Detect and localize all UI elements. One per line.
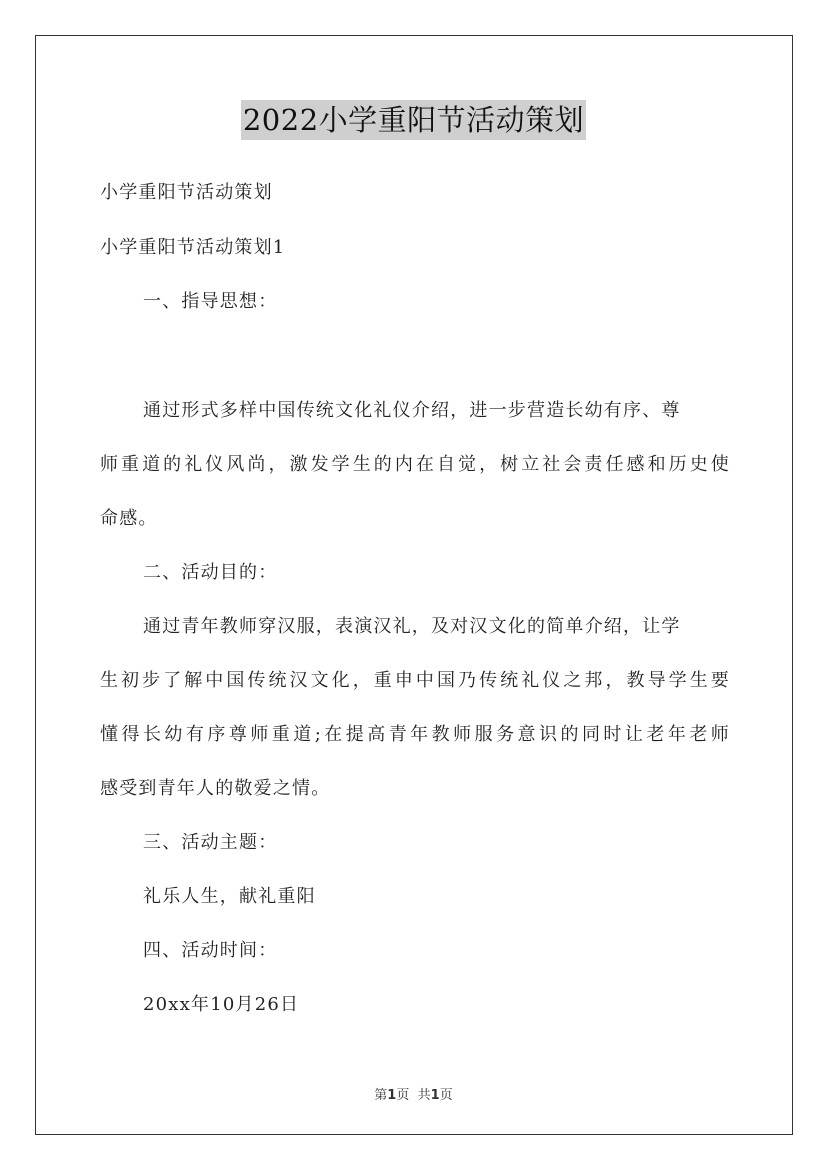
section2-paragraph-line: 感受到青年人的敬爱之情。	[100, 778, 331, 799]
subtitle: 小学重阳节活动策划	[100, 182, 273, 203]
subtitle-1: 小学重阳节活动策划1	[100, 237, 286, 258]
section1-paragraph-line: 命感。	[100, 508, 158, 529]
section1-paragraph-line: 师重道的礼仪风尚，激发学生的内在自觉，树立社会责任感和历史使	[100, 454, 730, 475]
footer-page-prefix: 第	[374, 1088, 388, 1103]
section1-paragraph-line: 通过形式多样中国传统文化礼仪介绍，进一步营造长幼有序、尊	[143, 400, 681, 421]
section4-heading: 四、活动时间：	[143, 940, 278, 961]
document-title: 2022小学重阳节活动策划	[241, 100, 586, 140]
section2-paragraph-line: 通过青年教师穿汉服，表演汉礼，及对汉文化的简单介绍，让学	[143, 616, 681, 637]
footer-total-suffix: 页	[439, 1088, 453, 1103]
footer-total-number: 1	[430, 1088, 440, 1103]
section4-body: 20xx年10月26日	[143, 994, 300, 1015]
section3-body: 礼乐人生，献礼重阳	[143, 886, 316, 907]
footer-page-number: 1	[387, 1088, 397, 1103]
section2-paragraph-line: 生初步了解中国传统汉文化，重申中国乃传统礼仪之邦，教导学生要	[100, 670, 730, 691]
document-title-container	[0, 100, 827, 140]
footer-total-prefix: 共	[417, 1088, 431, 1103]
section2-heading: 二、活动目的：	[143, 562, 278, 583]
section2-paragraph-line: 懂得长幼有序尊师重道;在提高青年教师服务意识的同时让老年老师	[100, 724, 730, 745]
page-footer	[0, 1084, 827, 1103]
section1-heading: 一、指导思想：	[143, 291, 278, 312]
section3-heading: 三、活动主题：	[143, 832, 278, 853]
footer-page-suffix: 页	[396, 1088, 410, 1103]
